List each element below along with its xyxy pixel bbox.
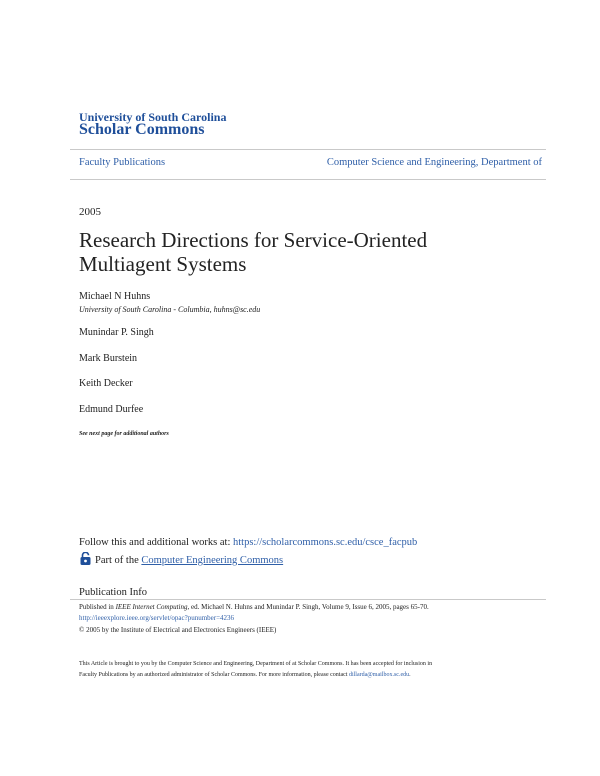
footer-period: . (409, 672, 411, 678)
journal-name: IEEE Internet Computing (115, 603, 188, 611)
author-affiliation: University of South Carolina - Columbia, huhns@sc.edu (79, 305, 261, 314)
see-next-page-note: See next page for additional authors (79, 431, 169, 437)
university-name[interactable]: University of South Carolina (79, 110, 227, 124)
footer-line: This Article is brought to you by the Computer Science and Engineering, Department of at Scholar Commons. It has been accepted for inclusion in (79, 661, 433, 667)
open-access-icon (79, 552, 92, 566)
copyright-line: © 2005 by the Institute of Electrical and Electronics Engineers (IEEE) (79, 626, 277, 634)
divider-breadcrumb (70, 179, 546, 180)
follow-line (79, 537, 417, 548)
part-of-label: Part of the (95, 555, 142, 566)
contact-email-link[interactable]: dillarda@mailbox.sc.edu (348, 672, 410, 678)
computer-engineering-commons-link[interactable]: Computer Engineering Commons (141, 555, 284, 566)
collection-url-link[interactable]: https://scholarcommons.sc.edu/csce_facpub (233, 537, 418, 548)
author-name: Mark Burstein (79, 353, 138, 364)
divider-top (70, 149, 546, 150)
publication-year: 2005 (79, 206, 101, 218)
breadcrumb-department[interactable]: Computer Science and Engineering, Department of (326, 157, 542, 168)
footer-contact-text: Faculty Publications by an authorized administrator of Scholar Commons. For more information, please contact (79, 672, 349, 678)
part-of-line (95, 555, 283, 566)
published-in-label: Published in (79, 603, 116, 611)
divider-publication-info (70, 599, 546, 600)
publication-line (79, 603, 429, 611)
article-title: Research Directions for Service-Oriented Multiagent Systems (79, 228, 428, 276)
publication-info-heading: Publication Info (79, 587, 147, 598)
author-name: Edmund Durfee (79, 404, 144, 415)
author-name: Keith Decker (79, 378, 133, 389)
footer-line (79, 672, 411, 678)
repository-name[interactable]: Scholar Commons (79, 121, 205, 138)
publication-details: , ed. Michael N. Huhns and Munindar P. Singh, Volume 9, Issue 6, 2005, pages 65-70. (187, 603, 429, 611)
ieee-url-link[interactable]: http://ieeexplore.ieee.org/servlet/opac?punumber=4236 (79, 614, 235, 622)
author-name: Michael N Huhns (79, 291, 151, 302)
follow-label: Follow this and additional works at: (79, 537, 233, 548)
breadcrumb-faculty-publications[interactable]: Faculty Publications (79, 157, 166, 168)
author-name: Munindar P. Singh (79, 327, 154, 338)
